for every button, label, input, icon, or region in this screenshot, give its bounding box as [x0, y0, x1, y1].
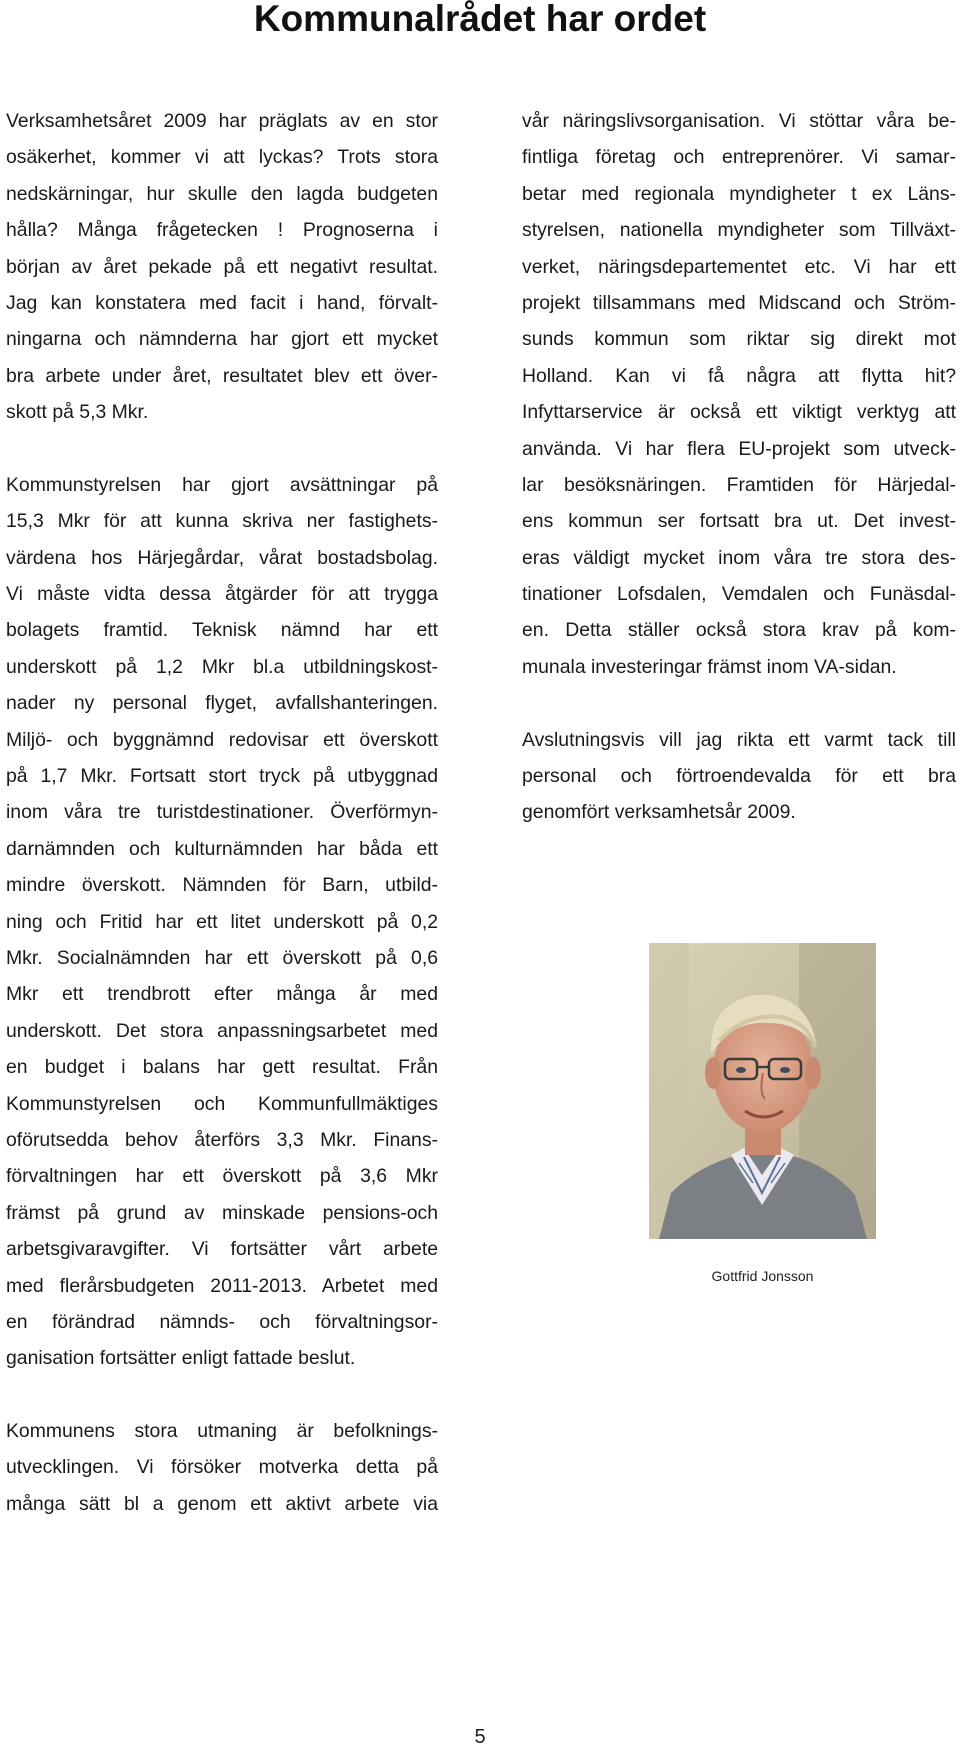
text-line: en budget i balans har gett resultat. Från — [6, 1056, 438, 1079]
text-line: använda. Vi har flera EU-projekt som utveck- — [522, 437, 956, 460]
text-line: arbetsgivaravgifter. Vi fortsätter vårt arbete — [6, 1238, 438, 1261]
text-line: verket, näringsdepartementet etc. Vi har ett — [522, 255, 956, 278]
text-line: Kommunstyrelsen och Kommunfullmäktiges — [6, 1092, 438, 1115]
text-line: Mkr. Socialnämnden har ett överskott på 0,6 — [6, 946, 438, 969]
page-title: Kommunalrådet har ordet — [253, 0, 707, 39]
left-text-column — [6, 103, 438, 1522]
text-line: början av året pekade på ett negativt resultat. — [6, 255, 438, 278]
text-line: Mkr ett trendbrott efter många år med — [6, 983, 438, 1006]
text-line: en förändrad nämnds- och förvaltningsor- — [6, 1310, 438, 1333]
text-line: inom våra tre turistdestinationer. Överförmyn- — [6, 801, 438, 824]
text-line: Verksamhetsåret 2009 har präglats av en stor — [6, 110, 438, 132]
text-line: Miljö- och byggnämnd redovisar ett överskott — [6, 728, 438, 751]
text-line: utvecklingen. Vi försöker motverka detta på — [6, 1456, 438, 1479]
text-line: osäkerhet, kommer vi att lyckas? Trots stora — [6, 146, 438, 169]
text-line: eras väldigt mycket inom våra tre stora des- — [522, 546, 956, 569]
page-number: 5 — [474, 1726, 486, 1748]
text-line: nedskärningar, hur skulle den lagda budgeten — [6, 182, 438, 205]
text-line: många sätt bl a genom ett aktivt arbete via — [6, 1492, 438, 1515]
text-line: lar besöksnäringen. Framtiden för Härjedal- — [522, 473, 956, 496]
text-line: hålla? Många frågetecken ! Prognoserna i — [6, 219, 438, 242]
text-line: oförutsedda behov återförs 3,3 Mkr. Finans- — [6, 1128, 438, 1151]
text-line: Kommunens stora utmaning är befolknings- — [6, 1420, 438, 1443]
text-line: Avslutningsvis vill jag rikta ett varmt tack till — [522, 728, 956, 751]
text-line — [6, 431, 438, 467]
text-line: munala investeringar främst inom VA-sidan. — [522, 655, 897, 678]
text-line: underskott på 1,2 Mkr bl.a utbildningskost- — [6, 655, 438, 678]
text-line — [522, 685, 956, 721]
text-line: genomfört verksamhetsår 2009. — [522, 801, 796, 824]
text-line: ningarna och nämnderna har gjort ett mycket — [6, 328, 438, 351]
text-line — [6, 1377, 438, 1413]
text-line: bolagets framtid. Teknisk nämnd har ett — [6, 619, 438, 642]
text-line: förvaltningen har ett överskott på 3,6 Mkr — [6, 1165, 438, 1188]
text-line: bra arbete under året, resultatet blev ett över- — [6, 364, 438, 387]
text-line: Holland. Kan vi få några att flytta hit? — [522, 364, 956, 387]
photo-caption: Gottfrid Jonsson — [711, 1268, 814, 1284]
text-line: Kommunstyrelsen har gjort avsättningar på — [6, 473, 438, 496]
text-line: mindre överskott. Nämnden för Barn, utbild- — [6, 874, 438, 897]
text-line: projekt tillsammans med Midscand och Ström- — [522, 291, 956, 314]
text-line: nader ny personal flyget, avfallshanteringen. — [6, 692, 438, 715]
text-line: vår näringslivsorganisation. Vi stöttar våra be- — [522, 110, 956, 132]
text-line: underskott. Det stora anpassningsarbetet med — [6, 1019, 438, 1042]
portrait-illustration — [649, 943, 876, 1239]
text-line: styrelsen, nationella myndigheter som Tillväxt- — [522, 219, 956, 242]
text-line: personal och förtroendevalda för ett bra — [522, 765, 956, 788]
text-line: med flerårsbudgeten 2011-2013. Arbetet med — [6, 1274, 438, 1297]
text-line: skott på 5,3 Mkr. — [6, 401, 149, 424]
text-line: darnämnden och kulturnämnden har båda ett — [6, 837, 438, 860]
text-line: 15,3 Mkr för att kunna skriva ner fastighets- — [6, 510, 438, 533]
text-line: en. Detta ställer också stora krav på kom- — [522, 619, 956, 642]
text-line: Infyttarservice är också ett viktigt verktyg att — [522, 401, 956, 424]
text-line: ganisation fortsätter enligt fattade beslut. — [6, 1347, 356, 1370]
text-line: tinationer Lofsdalen, Vemdalen och Funäsdal- — [522, 583, 956, 606]
text-line: sunds kommun som riktar sig direkt mot — [522, 328, 956, 351]
text-line: fintliga företag och entreprenörer. Vi samar- — [522, 146, 956, 169]
text-line: värdena hos Härjegårdar, vårat bostadsbolag. — [6, 546, 438, 569]
portrait-photo — [649, 943, 876, 1239]
text-line: ning och Fritid har ett litet underskott på 0,2 — [6, 910, 438, 933]
text-line: på 1,7 Mkr. Fortsatt stort tryck på utbyggnad — [6, 765, 438, 788]
text-line: betar med regionala myndigheter t ex Läns- — [522, 182, 956, 205]
right-text-column — [522, 103, 956, 831]
text-line: Vi måste vidta dessa åtgärder för att trygga — [6, 583, 438, 606]
text-line: Jag kan konstatera med facit i hand, förvalt- — [6, 291, 438, 314]
text-line: främst på grund av minskade pensions-och — [6, 1201, 438, 1224]
text-line: ens kommun ser fortsatt bra ut. Det invest- — [522, 510, 956, 533]
